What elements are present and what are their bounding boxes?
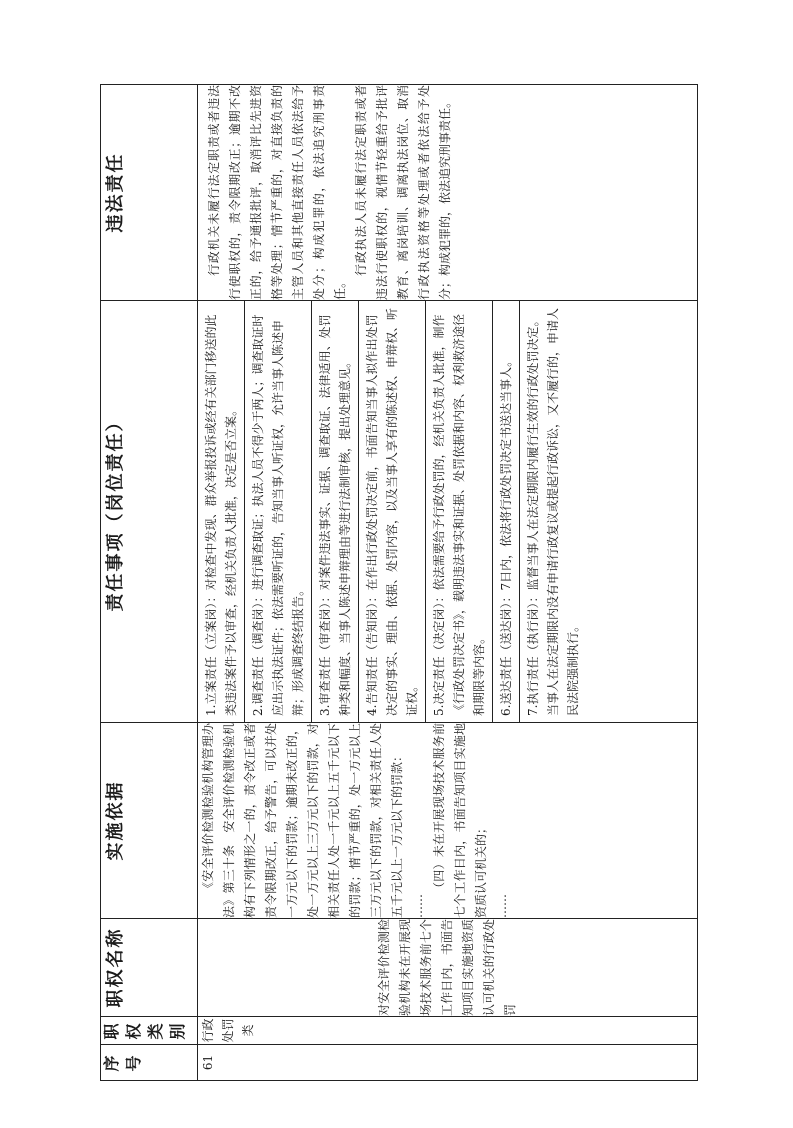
header-liability: 违法责任 xyxy=(101,85,198,301)
duty-list xyxy=(198,301,697,722)
duty-item-delivery: 6.送达责任（送达岗）：7日内，依法将行政处罚决定书送达当事人。 xyxy=(493,301,520,722)
table-row xyxy=(198,85,698,1081)
basis-ellipsis-1: …… xyxy=(411,894,425,918)
row-liability xyxy=(198,85,698,301)
duty-item-notification: 4.告知责任（告知岗）：在作出行政处罚决定前，书面告知当事人拟作出处罚决定的事实、理由、依据、处罚内容，以及当事人享有的陈述权、申辩权、听证权。 xyxy=(359,301,426,722)
row-duties xyxy=(198,301,698,723)
basis-article: 《安全评价检测检验机构管理办法》第三十条 安全评价检测检验机构有下列情形之一的，责令改正或者责令限期改正，给予警告，可以并处一万元以下的罚款；逾期未改正的，处一万元以上三万元以下的罚款，对相关责任人处一千元以上五千元以下的罚款；情节严重的，处一万元以上三万元以下的罚款，对相关责任人处五千元以上一万元以下的罚款： xyxy=(201,723,404,918)
duty-item-filing: 1.立案责任（立案岗）：对检查中发现、群众举报投诉或经有关部门移送的此类违法案件予以审查，经机关负责人批准，决定是否立案。 xyxy=(198,301,245,722)
row-authority-name: 对安全评价检测检验机构未在开展现场技术服务前七个工作日内，书面告知项目实施地资质认可机关的行政处罚 xyxy=(198,919,698,1017)
header-row xyxy=(101,85,198,1081)
authority-table xyxy=(100,84,698,1081)
duty-item-review: 3.审查责任（审查岗）：对案件违法事实、证据、调查取证、法律适用、处罚种类和幅度、当事人陈述申辩理由等进行法制审核，提出处理意见。 xyxy=(312,301,359,722)
row-category: 行政处罚类 xyxy=(198,1017,698,1045)
duty-item-execution: 7.执行责任（执行岗）：监督当事人在法定期限内履行生效的行政处罚决定。当事人在法定期限内没有申请行政复议或提起行政诉讼，又不履行的，申请人民法院强制执行。 xyxy=(526,307,580,716)
header-category: 职权类别 xyxy=(101,1017,198,1045)
duty-item-investigation: 2.调查责任（调查岗）：进行调查取证；执法人员不得少于两人；调查取证时应出示执法证件；依法需要听证的，告知当事人听证权，允许当事人陈述申辩；形成调查终结报告。 xyxy=(245,301,312,722)
liability-officers: 行政执法人员未履行法定职责或者违法行使职权的，视情节轻重给予批评教育、离岗培训、调离执法岗位、取消行政执法资格等处理或者依法给予处分；构成犯罪的，依法追究刑事责任。 xyxy=(354,85,452,300)
rotated-table-page xyxy=(100,85,698,1081)
duty-item-decision: 5.决定责任（决定岗）：依法需要给予行政处罚的，经机关负责人批准，制作《行政处罚决定书》，载明违法事实和证据、处罚依据和内容、权利救济途径和期限等内容。 xyxy=(426,301,493,722)
liability-agency: 行政机关未履行法定职责或者违法行使职权的，责令限期改正；逾期不改正的，给予通报批评，取消评比先进资格等处理；情节严重的，对直接负责的主管人员和其他直接责任人员依法给予处分；构成犯罪的，依法追究刑事责任。 xyxy=(207,85,347,300)
basis-ellipsis-2: …… xyxy=(495,894,509,918)
basis-item-4: （四）未在开展现场技术服务前七个工作日内，书面告知项目实施地资质认可机关的； xyxy=(432,723,488,918)
header-duties: 责任事项（岗位责任） xyxy=(101,301,198,723)
row-seq: 61 xyxy=(198,1045,698,1081)
row-basis xyxy=(198,723,698,919)
header-basis: 实施依据 xyxy=(101,723,198,919)
header-name: 职权名称 xyxy=(101,919,198,1017)
header-seq: 序号 xyxy=(101,1045,198,1081)
